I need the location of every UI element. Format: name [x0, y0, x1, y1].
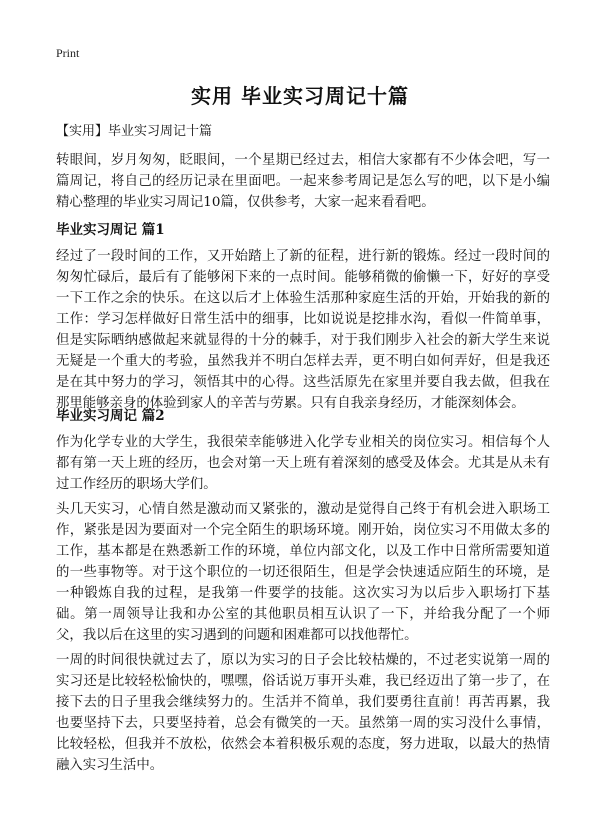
- section-heading-2: 毕业实习周记 篇2: [56, 408, 165, 424]
- section-1-paragraph-1: 经过了一段时间的工作，又开始踏上了新的征程，进行新的锻炼。经过一段时间的匆匆忙碌后，最后有了能够闲下来的一点时间。能够稍微的偷懒一下，好好的享受一下工作之余的快乐。在这以后才上体验生活那种家庭生活的开始，开始我的新的工作：学习怎样做好日常生活中的细事，比如说说是挖排水沟，看似一件简单事，但是实际晒纳感做起来就显得的十分的棘手，对于我们刚步入社会的新大学生来说无疑是一个重大的考验，虽然我并不明白怎样去弄，更不明白如何弄好，但是我还是在其中努力的学习，领悟其中的心得。这些活原先在家里并要自我去做，但我在那里能够亲身的体验到家人的辛苦与劳累。只有自我亲身经历，才能深刻体会。: [56, 249, 550, 411]
- intro-paragraph: 转眼间，岁月匆匆，眨眼间，一个星期已经过去，相信大家都有不少体会吧，写一篇周记，将自己的经历记录在里面吧。一起来参考周记是怎么写的吧，以下是小编精心整理的毕业实习周记10篇，仅供参考，大家一起来看看吧。: [56, 153, 550, 210]
- section-2-paragraph-2: 头几天实习，心情自然是激动而又紧张的，激动是觉得自己终于有机会进入职场工作，紧张是因为要面对一个完全陌生的职场环境。刚开始，岗位实习不用做太多的工作，基本都是在熟悉新工作的环境，单位内部文化，以及工作中日常所需要知道的一些事物等。对于这个职位的一切还很陌生，但是学会快速适应陌生的环境，是一种锻炼自我的过程，是我第一件要学的技能。这次实习为以后步入职场打下基础。第一周领导让我和办公室的其他职员相互认识了一下，并给我分配了一个师父，我以后在这里的实习遇到的问题和困难都可以找他帮忙。: [56, 502, 550, 643]
- section-2-paragraph-3: 一周的时间很快就过去了，原以为实习的日子会比较枯燥的，不过老实说第一周的实习还是比较轻松愉快的，嘿嘿，俗话说万事开头难，我已经迈出了第一步了，在接下去的日子里我会继续努力的。生活并不简单，我们要勇往直前！再苦再累，我也要坚持下去，只要坚持着，总会有微笑的一天。虽然第一周的实习没什么事情，比较轻松，但我并不放松，依然会本着积极乐观的态度，努力进取，以最大的热情融入实习生活中。: [56, 653, 550, 773]
- section-2-paragraph-1: 作为化学专业的大学生，我很荣幸能够进入化学专业相关的岗位实习。相信每个人都有第一天上班的经历，也会对第一天上班有着深刻的感受及体会。尤其是从未有过工作经历的职场大学们。: [56, 435, 550, 492]
- section-heading-1: 毕业实习周记 篇1: [56, 222, 165, 238]
- page-title: 实用 毕业实习周记十篇: [191, 84, 409, 108]
- document-subtitle: 【实用】毕业实习周记十篇: [56, 124, 213, 139]
- print-label: Print: [56, 46, 80, 60]
